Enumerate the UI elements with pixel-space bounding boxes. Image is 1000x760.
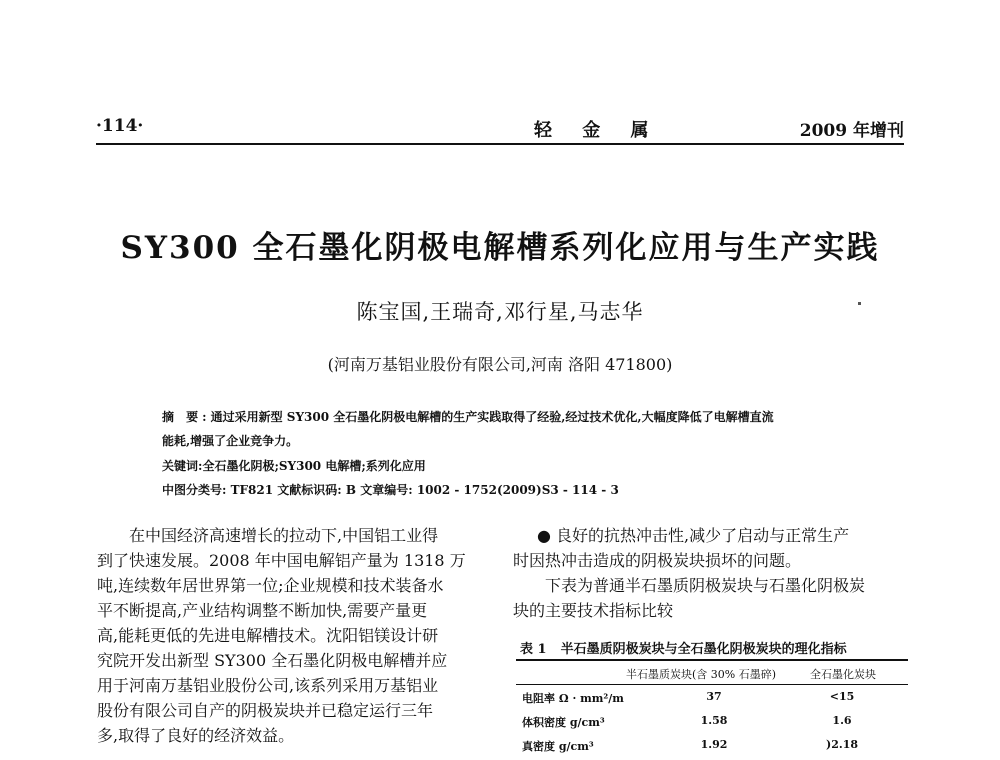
- table-header-semi: 半石墨质炭块(含 30% 石墨碎): [626, 668, 777, 681]
- table-cell-full: 1.6: [832, 714, 852, 727]
- abstract-text-2: 能耗,增强了企业竞争力。: [162, 434, 299, 448]
- keywords-label: 关键词:: [162, 459, 203, 473]
- table-cell-semi: 1.58: [700, 714, 728, 727]
- table-cell-full: <15: [829, 690, 855, 703]
- journal-name: 轻 金 属: [534, 120, 661, 141]
- body-line: 用于河南万基铝业股份公司,该系列采用万基铝业: [97, 676, 439, 695]
- table-cell-property: 真密度 g/cm³: [522, 740, 594, 753]
- table-cell-semi: 1.92: [700, 738, 728, 751]
- abstract-text-1: 通过采用新型 SY300 全石墨化阴极电解槽的生产实践取得了经验,经过技术优化,大幅度降低了电解槽直流: [210, 410, 774, 424]
- body-line: 高,能耗更低的先进电解槽技术。沈阳铝镁设计研: [97, 626, 439, 645]
- body-line: 块的主要技术指标比较: [513, 601, 674, 620]
- article-title: SY300 全石墨化阴极电解槽系列化应用与生产实践: [120, 230, 880, 266]
- article-affiliation: (河南万基铝业股份有限公司,河南 洛阳 471800): [327, 355, 673, 374]
- body-line: ● 良好的抗热冲击性,减少了启动与正常生产: [537, 526, 850, 545]
- table-caption-text: 半石墨质阴极炭块与全石墨化阴极炭块的理化指标: [560, 642, 847, 657]
- header-rule: [96, 143, 904, 145]
- body-line: 下表为普通半石墨质阴极炭块与石墨化阴极炭: [545, 576, 866, 595]
- keywords-text: 全石墨化阴极;SY300 电解槽;系列化应用: [202, 459, 426, 473]
- issue-label: 2009 年增刊: [799, 121, 904, 141]
- page-number: ·114·: [96, 116, 144, 136]
- body-line: 时因热冲击造成的阴极炭块损坏的问题。: [513, 551, 802, 570]
- table-top-rule: [516, 659, 908, 661]
- article-authors: 陈宝国,王瑞奇,邓行星,马志华: [356, 300, 644, 324]
- classification-line: [162, 481, 619, 498]
- running-header: [96, 116, 904, 140]
- body-right-column: [513, 523, 913, 623]
- body-line: 股份有限公司自产的阴极炭块并已稳定运行三年: [97, 701, 434, 720]
- table-row: [516, 714, 908, 734]
- table-header-full: 全石墨化炭块: [810, 668, 876, 681]
- keywords-line: [162, 457, 426, 474]
- table-cell-semi: 37: [706, 690, 722, 703]
- body-line: 究院开发出新型 SY300 全石墨化阴极电解槽并应: [97, 651, 448, 670]
- abstract-label: 摘 要:: [162, 410, 211, 424]
- body-line: 平不断提高,产业结构调整不断加快,需要产量更: [97, 601, 428, 620]
- body-line: 到了快速发展。2008 年中国电解铝产量为 1318 万: [97, 551, 466, 570]
- body-line: 吨,连续数年居世界第一位;企业规模和技术装备水: [97, 576, 444, 595]
- table-cell-property: 电阻率 Ω · mm²/m: [522, 692, 624, 705]
- table-row: [516, 738, 908, 758]
- table-cell-full: )2.18: [826, 738, 858, 751]
- table-caption-number: 表 1: [520, 642, 547, 657]
- table-header-rule: [516, 684, 908, 685]
- abstract-line-1: [162, 408, 774, 425]
- body-line: 多,取得了良好的经济效益。: [97, 726, 295, 745]
- table-row: [516, 690, 908, 710]
- body-left-column: [97, 523, 491, 748]
- table-cell-property: 体积密度 g/cm³: [522, 716, 605, 729]
- classification-text: 中图分类号: TF821 文献标识码: B 文章编号: 1002 - 1752(2009)S3 - 114 - 3: [162, 483, 619, 497]
- body-line: 在中国经济高速增长的拉动下,中国铝工业得: [129, 526, 439, 545]
- abstract-line-2: [162, 432, 298, 449]
- table-caption: [520, 638, 847, 657]
